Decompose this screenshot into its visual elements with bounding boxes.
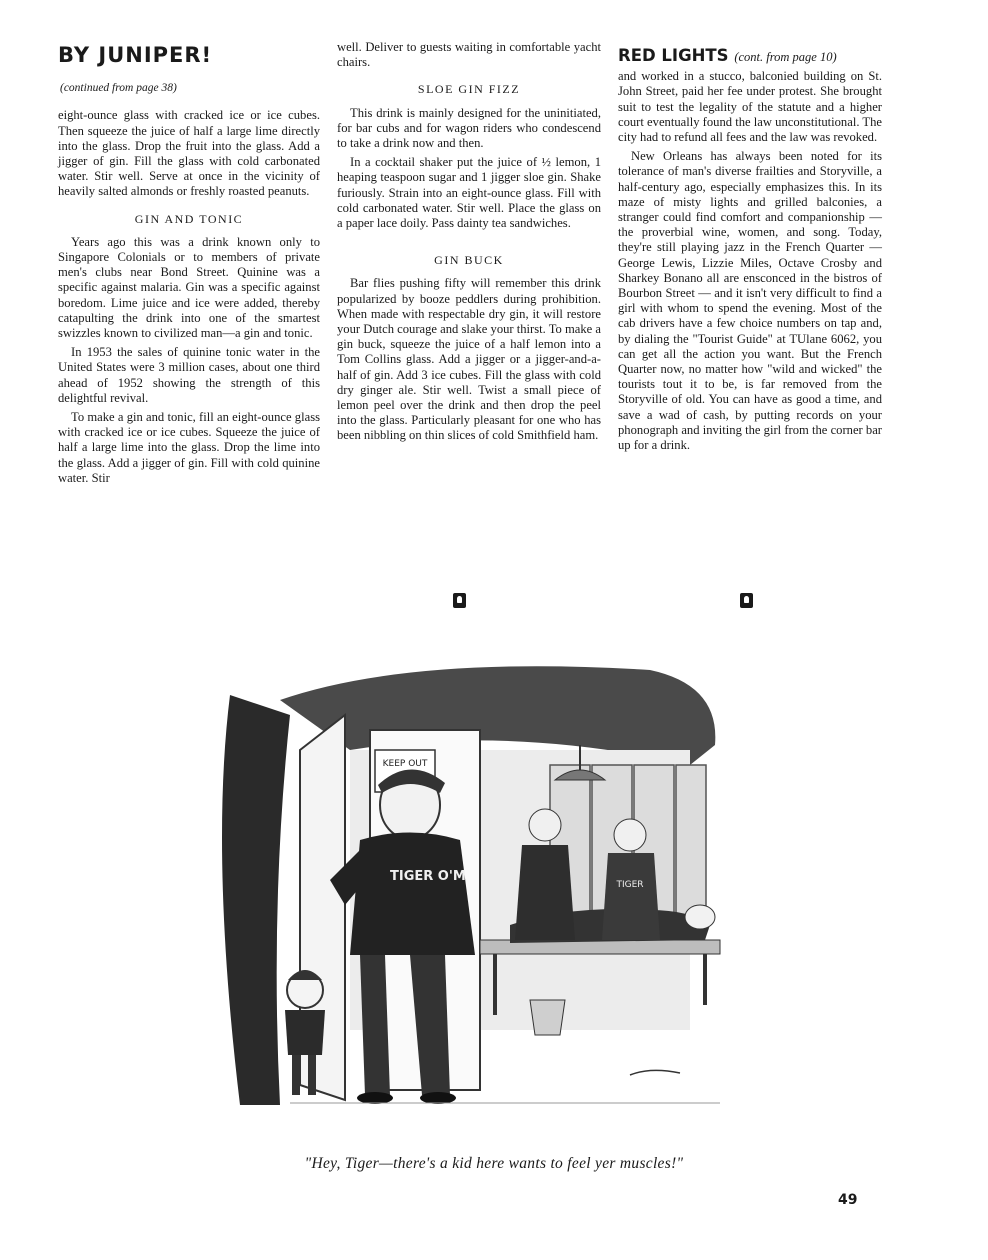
paragraph: and worked in a stucco, balconied building on St. John Street, paid her fee under protest. She brought suit to test the legality of the statute and a higher court eventually found the law unconstitutional. The city had to refund all fees and the law was revoked. (618, 69, 882, 145)
paragraph: eight-ounce glass with cracked ice or ice cubes. Then squeeze the juice of half a large lime directly into the glass. Drop the fruit into the glass. Add a jigger of gin. Fill the glass with cold carbonated water. Stir well. Serve at once in the vicinity of heavily salted almonds or freshly roasted peanuts. (58, 108, 320, 199)
cartoon-caption: "Hey, Tiger—there's a kid here wants to feel yer muscles!" (304, 1155, 684, 1172)
sign-text: KEEP OUT (382, 759, 428, 769)
paragraph: In a cocktail shaker put the juice of ½ lemon, 1 heaping teaspoon sugar and 1 jigger sloe gin. Shake furiously. Strain into an eight-ounce glass. Fill with cold carbonated water. Stir well. Place the glass on a paper lace doily. Pass dainty tea sandwiches. (337, 155, 601, 231)
rabbit-endmark-icon (453, 593, 466, 608)
bucket (530, 1000, 565, 1035)
rabbit-endmark-icon (740, 593, 753, 608)
sweater-text: TIGER O'M (390, 869, 466, 884)
paragraph: Bar flies pushing fifty will remember this drink popularized by booze peddlers during prohibition. When made with respectable dry gin, it will restore your Dutch courage and slake your thirst. To make a gin buck, squeeze the juice of a half lemon into a Tom Collins glass. Add a jigger or a jigger-and-a-half of gin. Add 3 ice cubes. Fill the glass with cold dry ginger ale. Stir well. Twist a small piece of lemon peel over the drink and then drop the peel into the glass. Particularly pleasant for one who has been nibbling on thin slices of cold Smithfield ham. (337, 276, 601, 443)
artist-signature (630, 1070, 680, 1075)
paragraph: Years ago this was a drink known only to Singapore Colonials or to members of private men's clubs near Bond Street. Quinine was a specific against malaria. Gin was a specific against boredom. Lime juice and ice were added, thereby catapulting the drink into one of the smartest swizzles known to civilized man—a gin and tonic. (58, 234, 320, 341)
column-right (618, 40, 882, 457)
subheading-gin-and-tonic: GIN AND TONIC (134, 211, 244, 226)
article-title-red-lights (618, 48, 882, 65)
column-left (58, 40, 320, 490)
paragraph: This drink is mainly designed for the uninitiated, for bar cubs and for wagon riders who condescend to take a drink now and then. (337, 105, 601, 151)
red-lights-title: RED LIGHTS (618, 46, 729, 65)
paragraph: In 1953 the sales of quinine tonic water in the United States were 3 million cases, about one third ahead of 1952 showing the strength of this delightful revival. (58, 345, 320, 405)
paragraph: New Orleans has always been noted for its tolerance of man's diverse frailties and Storyville, a half-century ago, especially emphasizes this. In its maze of misty lights and grilled balconies, a stranger could find comfort and companionship — the proverbial wine, women, and song. Today, they're still playing jazz in the French Quarter — George Lewis, Lizzie Miles, Octave Crosby and Sharkey Bonano all are ensconced in the bistros of Bourbon Street — and it isn't very difficult to find a girl with whom to spend the evening. Most of the cab drivers have a few choice numbers on tap and, by dialing the "Tourist Guide" at TUlane 6062, you can get all the action you want. But the French Quarter now, no matter how "wild and wicked" the tourists tout it to be, is far removed from the Storyville of old. You can have as good a time, and save a wad of cash, by putting records on your phonograph and inviting the girl from the corner bar up for a drink. (618, 149, 882, 453)
locker-room-cartoon (210, 655, 730, 1145)
article-title-by-juniper: BY JUNIPER! (58, 43, 213, 67)
subheading-gin-buck: GIN BUCK (434, 253, 504, 268)
robe-text: TIGER (616, 880, 644, 890)
paragraph: well. Deliver to guests waiting in comfortable yacht chairs. (337, 40, 601, 70)
curtain (222, 695, 290, 1105)
continued-note: (cont. from page 10) (734, 50, 837, 64)
paragraph: To make a gin and tonic, fill an eight-ounce glass with cracked ice or ice cubes. Squeeze the juice of half a large lime into the glass. Drop the lime into the glass. Add a jigger of gin. Fill with cold quinine water. Stir (58, 410, 320, 485)
subheading-sloe-gin-fizz: SLOE GIN FIZZ (417, 82, 521, 97)
continued-note: (continued from page 38) (60, 82, 177, 95)
column-middle (337, 40, 601, 448)
page-number: 49 (838, 1192, 858, 1208)
